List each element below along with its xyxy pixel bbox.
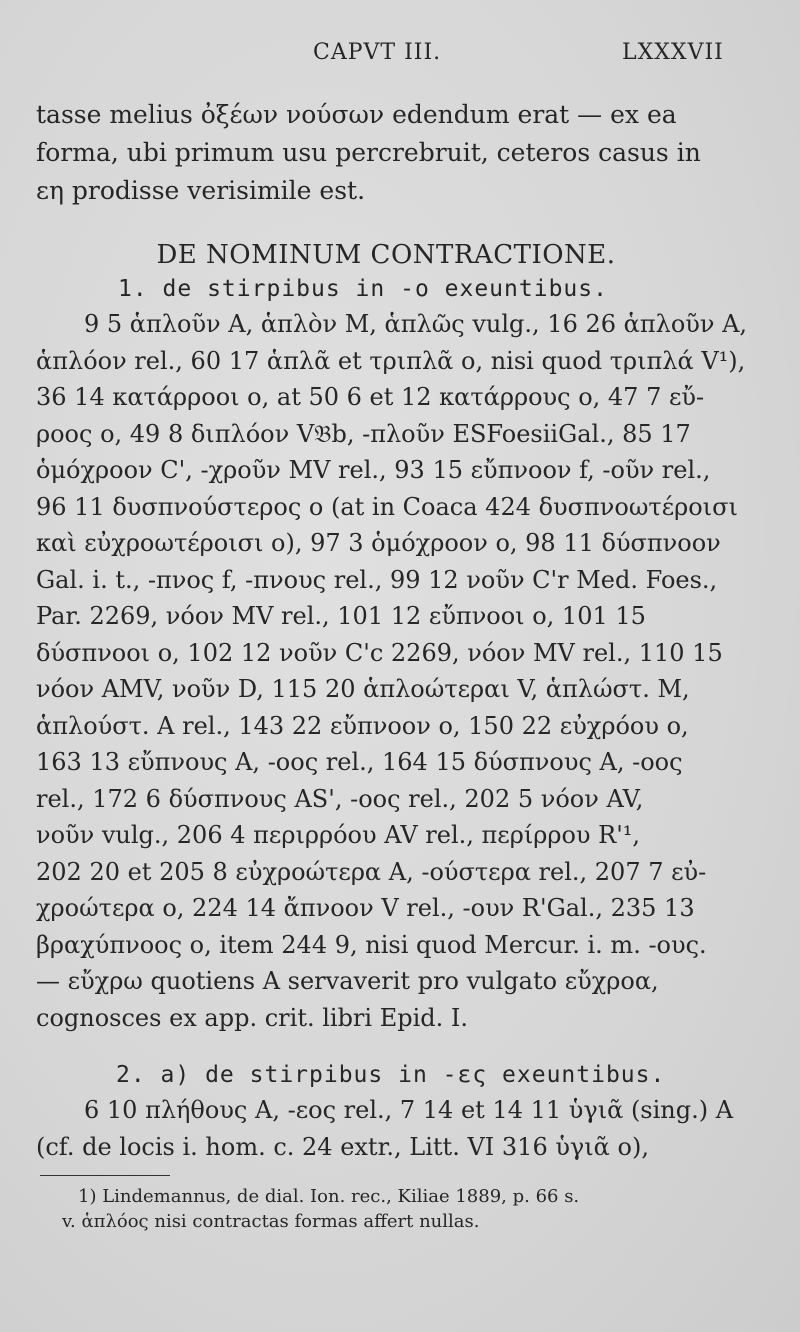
section-heading: DE NOMINUM CONTRACTIONE. [156, 240, 616, 270]
subsection-title: 1. de stirpibus in -ο exeuntibus. [118, 276, 608, 302]
text-line: (cf. de locis i. hom. c. 24 extr., Litt. VI 316 ὑγιᾶ o), [36, 1132, 649, 1161]
text-line: χροώτερα o, 224 14 ἄπνοον V rel., -ουν R'Gal., 235 13 [36, 894, 695, 922]
page-body [36, 96, 748, 1234]
footnote [36, 1184, 736, 1234]
text-line: 202 20 et 205 8 εὐχροώτερα A, -ούστερα rel., 207 7 εὐ- [36, 857, 707, 886]
text-line: rel., 172 6 δύσπνους AS', -οος rel., 202 5 νόον AV, [36, 784, 644, 813]
text-line: ἁπλούστ. A rel., 143 22 εὔπνοον o, 150 22 εὐχρόου o, [36, 711, 689, 740]
footnote-line: v. ἁπλόος nisi contractas formas affert nullas. [62, 1211, 480, 1232]
text-line: — εὔχρω quotiens A servaverit pro vulgato εὔχροα, [36, 967, 659, 995]
intro-paragraph [36, 96, 736, 210]
text-line: forma, ubi primum usu percrebruit, ceteros casus in [36, 138, 701, 167]
footnote-divider [40, 1175, 170, 1176]
text-line: ροος o, 49 8 διπλόον V𝔅b, -πλοῦν ESFoesiiGal., 85 17 [36, 419, 691, 448]
subsection-1-paragraph [36, 306, 748, 1036]
running-header [0, 40, 800, 80]
text-line: εη prodisse verisimile est. [36, 176, 366, 205]
text-line: tasse melius ὀξέων νούσων edendum erat — ex ea [36, 100, 677, 129]
text-line: Par. 2269, νόον MV rel., 101 12 εὔπνοοι o, 101 15 [36, 602, 646, 630]
text-line: ἁπλόον rel., 60 17 ἁπλᾶ et τριπλᾶ o, nisi quod τριπλά V¹), [36, 346, 746, 375]
text-line: δύσπνοοι o, 102 12 νοῦν C'c 2269, νόον MV rel., 110 15 [36, 638, 723, 667]
footnote-line: 1) Lindemannus, de dial. Ion. rec., Kiliae 1889, p. 66 s. [78, 1186, 580, 1207]
text-line: νόον AMV, νοῦν D, 115 20 ἁπλοώτεραι V, ἁπλώστ. M, [36, 675, 690, 703]
page-number: LXXXVII [622, 40, 724, 65]
text-line: καὶ εὐχροωτέροισι o), 97 3 ὁμόχροον o, 98 11 δύσπνοον [36, 529, 721, 557]
text-line: 96 11 δυσπνούστερος o (at in Coaca 424 δυσπνοωτέροισι [36, 492, 738, 521]
subsection-title: 2. a) de stirpibus in -ες exeuntibus. [116, 1062, 666, 1088]
text-line: βραχύπνοος o, item 244 9, nisi quod Mercur. i. m. -ους. [36, 930, 707, 959]
text-line: 36 14 κατάρροοι o, at 50 6 et 12 κατάρρους o, 47 7 εὔ- [36, 383, 705, 411]
text-line: cognosces ex app. crit. libri Epid. I. [36, 1003, 468, 1032]
subsection-2-paragraph [36, 1092, 736, 1165]
text-line: 6 10 πλήθους A, -εος rel., 7 14 et 14 11 ὑγιᾶ (sing.) A [84, 1096, 734, 1124]
text-line: 9 5 ἁπλοῦν A, ἁπλὸν M, ἁπλῶς vulg., 16 26 ἁπλοῦν A, [84, 310, 748, 338]
text-line: ὁμόχροον C', -χροῦν MV rel., 93 15 εὔπνοον f, -οῦν rel., [36, 456, 711, 484]
text-line: 163 13 εὔπνους A, -οος rel., 164 15 δύσπνους A, -οος [36, 748, 683, 776]
chapter-title: CAPVT III. [313, 40, 442, 65]
text-line: νοῦν vulg., 206 4 περιρρόου AV rel., περίρρου R'¹, [36, 821, 641, 849]
text-line: Gal. i. t., -πνος f, -πνους rel., 99 12 νοῦν C'r Med. Foes., [36, 565, 718, 594]
